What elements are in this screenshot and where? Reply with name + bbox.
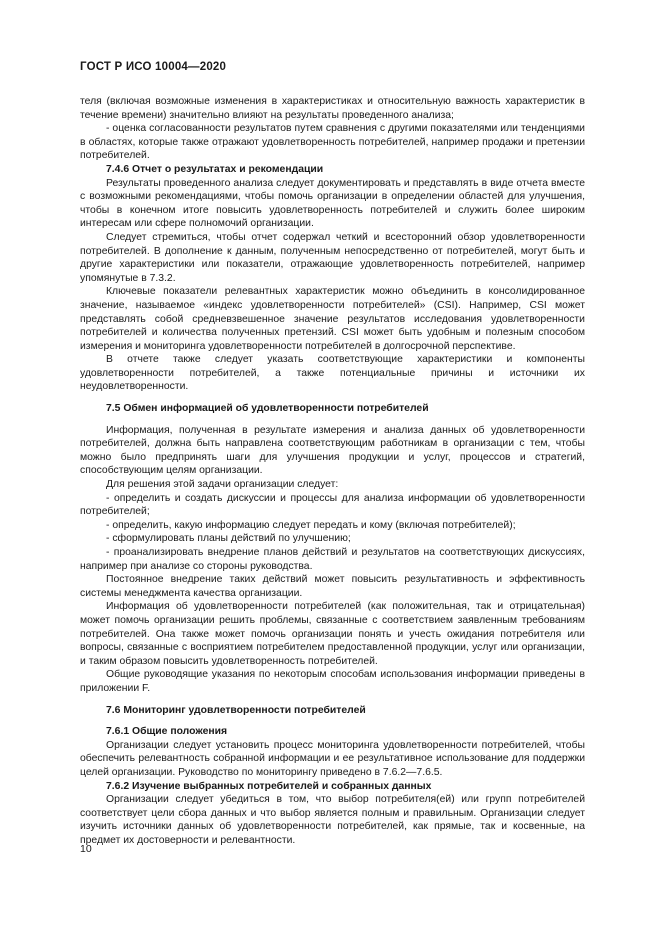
- subsection-heading: 7.6.2 Изучение выбранных потребителей и собранных данных: [106, 780, 432, 792]
- paragraph: теля (включая возможные изменения в характеристиках и относительную важность характеристик в течение времени) значительно влияют на результаты проведенного анализа;: [80, 96, 585, 121]
- paragraph: Следует стремиться, чтобы отчет содержал четкий и всесторонний обзор удовлетворенности потребителей. В дополнение к данным, полученным непосредственно от потребителей, могут быть и другие характеристики или показатели, отражающие удовлетворенность потребителей, например упомянутые в 7.3.2.: [80, 231, 585, 284]
- paragraph: Для решения этой задачи организации следует:: [106, 479, 339, 491]
- paragraph: Постоянное внедрение таких действий может повысить результативность и эффективность системы менеджмента качества организации.: [80, 574, 585, 599]
- paragraph: - оценка согласованности результатов путем сравнения с другими показателями или тенденциями в областях, которые также отражают удовлетворенность потребителей, например продажи и претензии потребителей.: [80, 123, 585, 162]
- paragraph: - проанализировать внедрение планов действий и результатов на соответствующих дискуссиях, например при анализе со стороны руководства.: [80, 547, 585, 572]
- subsection-heading: 7.6.1 Общие положения: [106, 726, 228, 738]
- section-heading: 7.5 Обмен информацией об удовлетворенности потребителей: [106, 403, 429, 415]
- paragraph: Ключевые показатели релевантных характеристик можно объединить в консолидированное значение, называемое «индекс удовлетворенности потребителей» (CSI). Например, CSI может представлять собой средневзвешенное значение результатов исследования удовлетворенности потребителей и количества полученных претензий. CSI может быть удобным и полезным способом измерения и мониторинга удовлетворенности потребителей в долгосрочной перспективе.: [80, 286, 585, 352]
- paragraph: Общие руководящие указания по некоторым способам использования информации приведены в приложении F.: [80, 669, 585, 694]
- paragraph: В отчете также следует указать соответствующие характеристики и компоненты удовлетворенности потребителей, а также потенциальные причины и источники их неудовлетворенности.: [80, 354, 585, 393]
- section-heading: 7.6 Мониторинг удовлетворенности потребителей: [106, 704, 366, 716]
- paragraph: - определить, какую информацию следует передать и кому (включая потребителей);: [106, 519, 516, 531]
- page-number: 10: [80, 843, 92, 855]
- document-header: ГОСТ Р ИСО 10004—2020: [80, 61, 227, 73]
- paragraph: - сформулировать планы действий по улучшению;: [106, 533, 351, 545]
- paragraph: - определить и создать дискуссии и процессы для анализа информации об удовлетворенности потребителей;: [80, 492, 585, 518]
- subsection-heading: 7.4.6 Отчет о результатах и рекомендации: [106, 163, 324, 175]
- paragraph: Результаты проведенного анализа следует документировать и представлять в виде отчета вместе с возможными рекомендациями, чтобы помочь организации в определении областей для улучшения, чтобы в конечном итоге повысить удовлетворенность потребителей и служить более широким интересам или сфере полномочий организации.: [80, 177, 585, 230]
- paragraph: Организации следует убедиться в том, что выбор потребителя(ей) или групп потребителей соответствует цели сбора данных и что выбор является полным и правильным. Организации следует изучить источники данных об удовлетворенности потребителей, как прямые, так и косвенные, на предмет их достоверности и релевантности.: [80, 794, 585, 846]
- paragraph: Информация об удовлетворенности потребителей (как положительная, так и отрицательная) может помочь организации решить проблемы, связанные с соответствием заявленным требованиям потребителей. Она также может помочь организации понять и учесть ожидания потребителя или вопросы, связанные с восприятием потребителем предоставленной продукции, услуг или организации, и таким образом повысить удовлетворенность потребителей.: [80, 601, 585, 667]
- paragraph: Информация, полученная в результате измерения и анализа данных об удовлетворенности потребителей, должна быть направлена соответствующим работникам в организации с тем, чтобы можно было предпринять шаги для улучшения продукции и услуг, процессов и стратегий, способствующим целям организации.: [80, 424, 585, 477]
- document-body: [80, 95, 585, 847]
- paragraph: Организации следует установить процесс мониторинга удовлетворенности потребителей, чтобы обеспечить релевантность собранной информации и ее результативное использование для поддержки целей организации. Руководство по мониторингу приведено в 7.6.2—7.6.5.: [80, 739, 585, 778]
